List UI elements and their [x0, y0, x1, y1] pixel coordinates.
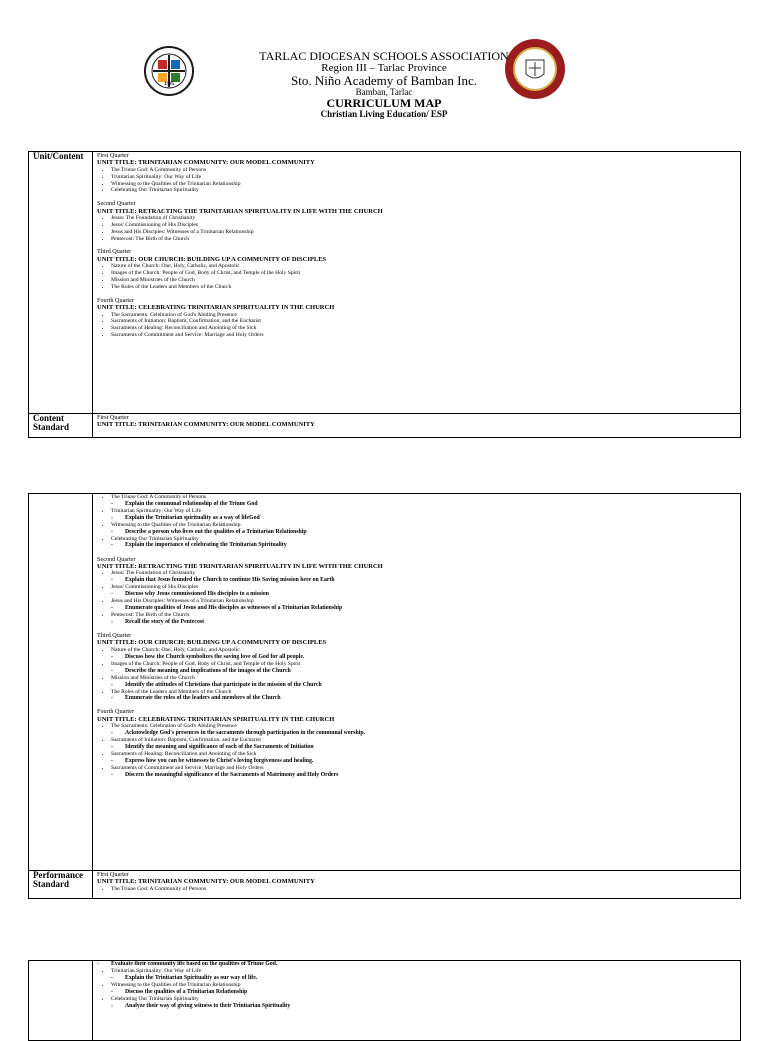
- standard-text: - Discuss the qualities of a Trinitarian Relationship: [111, 989, 736, 996]
- standard-text: - Explain the communal relationship of the Triune God: [111, 501, 736, 508]
- unit-title: UNIT TITLE: TRINITARIAN COMMUNITY: OUR MODEL COMMUNITY: [97, 878, 315, 886]
- topic-list: [97, 886, 736, 893]
- topic-list: [97, 570, 736, 626]
- performance-standard-label: Performance Standard: [29, 871, 93, 899]
- quarter-label: Second Quarter: [97, 555, 136, 563]
- topic-list: [97, 215, 736, 242]
- curriculum-table-page-3: [28, 960, 741, 1041]
- quarter-block-4: [97, 708, 736, 778]
- topic-text: Nature of the Church: One, Holy, Catholic, and Apostolic: [111, 646, 240, 653]
- quarter-label: Third Quarter: [97, 631, 132, 639]
- topic-item: • The Sacraments: Celebration of God's Abiding Presence: [111, 312, 736, 319]
- topic-text: The Sacraments: Celebration of God's Abiding Presence: [111, 723, 237, 730]
- performance-standard-continued-label: [29, 961, 93, 1041]
- topic-text: Sacraments of Initiation: Baptism, Confirmation, and the Eucharist: [111, 737, 261, 744]
- topic-text: Images of the Church: People of God, Body of Christ, and Temple of the Holy Spirit: [111, 660, 301, 667]
- topic-item: [111, 689, 736, 703]
- topic-item: [111, 723, 736, 737]
- content-standard-continued-cell: [93, 494, 741, 871]
- topic-list: [97, 647, 736, 703]
- topic-item: • The Triune God: A Community of Persons: [111, 886, 736, 893]
- quarter-block-4: [97, 297, 736, 339]
- topic-text: Trinitarian Spirituality: Our Way of Life: [111, 968, 202, 975]
- document-header: [0, 50, 768, 119]
- topic-item: [111, 765, 736, 779]
- topic-text: Jesus: The Foundation of Christianity: [111, 570, 196, 577]
- unit-title: UNIT TITLE: RETRACTING THE TRINITARIAN SPIRITUALITY IN LIFE WITH THE CHURCH: [97, 207, 383, 215]
- quarter-label: Fourth Quarter: [97, 296, 134, 304]
- quarter-block-3: [97, 632, 736, 702]
- topic-text: Sacraments of Commitment and Service: Marriage and Holy Orders: [111, 765, 264, 772]
- topic-item: [111, 570, 736, 584]
- topic-item: • Mission and Ministries of the Church: [111, 277, 736, 284]
- curriculum-table-page-1: [28, 151, 741, 438]
- topic-item: • Celebrating Our Trinitarian Spirituality: [111, 187, 736, 194]
- document-title: CURRICULUM MAP: [326, 96, 442, 111]
- topic-item: [111, 996, 736, 1010]
- topic-item: • Images of the Church: People of God, Body of Christ, and Temple of the Holy Spirit: [111, 270, 736, 277]
- performance-standard-cell: [93, 871, 741, 899]
- topic-item: • Sacraments of Initiation: Baptism, Confirmation, and the Eucharist: [111, 318, 736, 325]
- topic-list: [97, 167, 736, 194]
- topic-list: [97, 494, 736, 550]
- quarter-block-2: [97, 556, 736, 626]
- logo-year: 1995: [164, 82, 174, 87]
- quarter-label: Fourth Quarter: [97, 708, 134, 716]
- topic-list: [97, 312, 736, 339]
- quarter-label: Second Quarter: [97, 200, 136, 208]
- content-standard-cell: [93, 414, 741, 438]
- topic-item: [111, 968, 736, 982]
- content-standard-continued-label: [29, 494, 93, 871]
- topic-item: • Sacraments of Healing: Reconciliation and Anointing of the Sick: [111, 325, 736, 332]
- quarter-block-2: [97, 200, 736, 242]
- quarter-label: First Quarter: [97, 152, 129, 159]
- topic-item: [111, 612, 736, 626]
- standard-text: - Discern the meaningful significance of the Sacraments of Matrimony and Holy Orders: [111, 772, 736, 779]
- topic-list: [97, 723, 736, 779]
- performance-standard-continued-cell: [93, 961, 741, 1041]
- topic-text: Trinitarian Spirituality: Our Way of Life: [111, 507, 202, 514]
- topic-item: [111, 584, 736, 598]
- standard-text: - Discuss how the Church symbolizes the saving love of God for all people.: [111, 654, 736, 661]
- topic-item: [111, 982, 736, 996]
- quarter-block-1: [97, 152, 736, 194]
- topic-text: Celebrating Our Trinitarian Spirituality: [111, 995, 199, 1002]
- unit-title: UNIT TITLE: TRINITARIAN COMMUNITY: OUR MODEL COMMUNITY: [97, 159, 315, 167]
- topic-text: Jesus and His Disciples: Witnesses of a Trinitarian Relationship: [111, 598, 254, 605]
- quarter-label: Third Quarter: [97, 248, 132, 256]
- unit-title: UNIT TITLE: OUR CHURCH: BUILDING UP A COMMUNITY OF DISCIPLES: [97, 255, 327, 263]
- standard-text: - Explain that Jesus founded the Church to continue His Saving mission here on Earth: [111, 577, 736, 584]
- topic-text: Witnessing to the Qualities of the Trinitarian Relationship: [111, 981, 241, 988]
- topic-item: • Pentecost: The Birth of the Church: [111, 236, 736, 243]
- standard-text: - Explain the Trinitarian spirituality as a way of lifeGod: [111, 515, 736, 522]
- topic-text: Sacraments of Healing: Reconciliation and Anointing of the Sick: [111, 751, 257, 758]
- topic-item: [111, 647, 736, 661]
- region-name: Region III – Tarlac Province: [321, 61, 447, 74]
- topic-item: [111, 751, 736, 765]
- standard-text: - Identify the meaning and significance of each of the Sacraments of Initiation: [111, 744, 736, 751]
- topic-text: Witnessing to the Qualities of the Trinitarian Relationship: [111, 521, 241, 528]
- standard-text: - Express how you can be witnesses to Christ's loving forgiveness and healing.: [111, 758, 736, 765]
- unit-title: UNIT TITLE: RETRACTING THE TRINITARIAN SPIRITUALITY IN LIFE WITH THE CHURCH: [97, 562, 383, 570]
- quarter-block-3: [97, 248, 736, 290]
- topic-item: • The Triune God: A Community of Persons: [111, 167, 736, 174]
- unit-title: UNIT TITLE: CELEBRATING TRINITARIAN SPIRITUALITY IN THE CHURCH: [97, 715, 335, 723]
- topic-text: The Triune God: A Community of Persons: [111, 494, 207, 500]
- standard-text: - Explain the Trinitarian Spirituality as our way of life.: [111, 975, 736, 982]
- topic-item: • Jesus' Commissioning of His Disciples: [111, 222, 736, 229]
- standard-text: - Evaluate their community life based on the qualities of Triune God.: [97, 961, 736, 968]
- unit-content-label: Unit/Content: [29, 152, 93, 414]
- topic-item: • Trinitarian Spirituality: Our Way of Life: [111, 174, 736, 181]
- content-standard-label: Content Standard: [29, 414, 93, 438]
- unit-title: UNIT TITLE: CELEBRATING TRINITARIAN SPIRITUALITY IN THE CHURCH: [97, 303, 335, 311]
- unit-content-cell: [93, 152, 741, 414]
- unit-title: UNIT TITLE: TRINITARIAN COMMUNITY: OUR MODEL COMMUNITY: [97, 421, 315, 429]
- topic-item: [111, 494, 736, 508]
- curriculum-table-page-2: [28, 493, 741, 899]
- topic-list: [97, 263, 736, 290]
- topic-text: Pentecost: The Birth of the Church: [111, 612, 190, 619]
- quarter-label: First Quarter: [97, 871, 129, 878]
- standard-text: - Analyze their way of giving witness to their Trinitarian Spirituality: [111, 1003, 736, 1010]
- association-name: TARLAC DIOCESAN SCHOOLS ASSOCIATION: [259, 49, 509, 63]
- topic-text: Mission and Ministries of the Church: [111, 674, 195, 681]
- standard-text: - Recall the story of the Pentecost: [111, 619, 736, 626]
- subject-name: Christian Living Education/ ESP: [320, 108, 448, 119]
- school-name: Sto. Niño Academy of Bamban Inc.: [291, 73, 477, 89]
- topic-item: [111, 508, 736, 522]
- topic-item: • The Roles of the Leaders and Members of the Church: [111, 284, 736, 291]
- topic-item: • Sacraments of Commitment and Service: Marriage and Holy Orders: [111, 332, 736, 339]
- topic-item: [111, 737, 736, 751]
- topic-text: Celebrating Our Trinitarian Spirituality: [111, 535, 199, 542]
- standard-text: - Identify the attitudes of Christians that participate in the mission of the Church: [111, 682, 736, 689]
- topic-text: The Roles of the Leaders and Members of the Church: [111, 688, 232, 695]
- standard-text: - Discuss why Jesus commissioned His disciples to a mission: [111, 591, 736, 598]
- topic-item: [111, 598, 736, 612]
- unit-title: UNIT TITLE: OUR CHURCH: BUILDING UP A COMMUNITY OF DISCIPLES: [97, 639, 327, 647]
- topic-item: [111, 522, 736, 536]
- topic-item: • Jesus and His Disciples: Witnesses of a Trinitarian Relationship: [111, 229, 736, 236]
- standard-text: - Acknowledge God's presences in the sacraments through participation in the communal worship.: [111, 730, 736, 737]
- school-town: Bamban, Tarlac: [355, 86, 413, 97]
- topic-item: [111, 661, 736, 675]
- standard-text: - Explain the importance of celebrating the Trinitarian Spirituality: [111, 542, 736, 549]
- topic-item: • Jesus: The Foundation of Christianity: [111, 215, 736, 222]
- standard-text: - Describe the meaning and implications of the images of the Church: [111, 668, 736, 675]
- standard-text: - Enumerate qualities of Jesus and His disciples as witnesses of a Trinitarian Relationship: [111, 605, 736, 612]
- topic-text: Jesus' Commissioning of His Disciples: [111, 584, 199, 591]
- topic-list: [97, 968, 736, 1010]
- topic-item: • Nature of the Church: One, Holy, Catholic, and Apostolic: [111, 263, 736, 270]
- standard-text: - Describe a person who lives out the qualities of a Trinitarian Relationship: [111, 529, 736, 536]
- standard-text: - Enumerate the roles of the leaders and members of the Church: [111, 695, 736, 702]
- topic-item: [111, 675, 736, 689]
- quarter-label: First Quarter: [97, 414, 129, 421]
- topic-item: • Witnessing to the Qualities of the Trinitarian Relationship: [111, 181, 736, 188]
- topic-item: [111, 536, 736, 550]
